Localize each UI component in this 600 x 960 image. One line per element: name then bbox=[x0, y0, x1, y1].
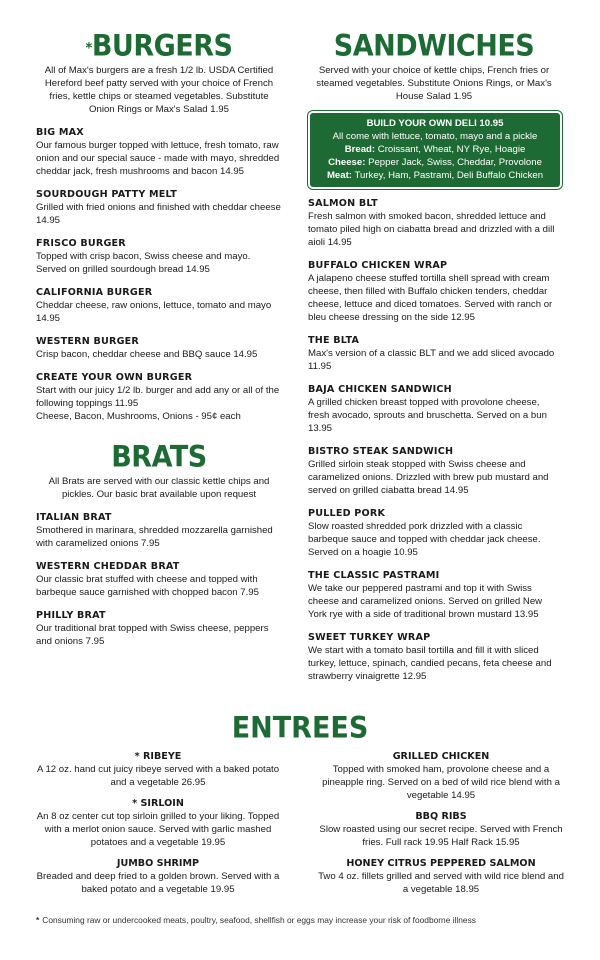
item-name: CALIFORNIA BURGER bbox=[36, 287, 153, 298]
sandwiches-intro: Served with your choice of kettle chips, French fries or steamed vegetables. Substitute Onions Rings, or Max's House Salad 1.95 bbox=[316, 65, 552, 102]
item-desc: We start with a tomato basil tortilla and fill it with sliced turkey, lettuce, spinach, candied pecans, feta cheese and strawberry vinaigrette 12.95 bbox=[308, 645, 552, 682]
item-desc: Our classic brat stuffed with cheese and topped with barbeque sauce garnished with chopped bacon 7.95 bbox=[36, 574, 259, 598]
entree-item bbox=[36, 857, 280, 896]
entree-desc: Topped with smoked ham, provolone cheese and a pineapple ring. Served on a bed of wild rice blend with a vegetable 14.95 bbox=[322, 764, 560, 801]
brats-intro: All Brats are served with our classic kettle chips and pickles. Our basic brat available upon request bbox=[48, 476, 270, 500]
deli-bread: Bread: Croissant, Wheat, NY Rye, Hoagie bbox=[344, 144, 526, 155]
entree-item bbox=[316, 857, 566, 896]
entree-name: JUMBO SHRIMP bbox=[116, 858, 200, 869]
menu-item bbox=[36, 286, 282, 325]
entree-name: * SIRLOIN bbox=[132, 798, 184, 809]
entrees-right-column bbox=[316, 742, 566, 896]
menu-item bbox=[36, 371, 282, 423]
menu-item bbox=[36, 609, 282, 648]
item-name: FRISCO BURGER bbox=[36, 238, 126, 249]
deli-included: All come with lettuce, tomato, mayo and a pickle bbox=[332, 131, 538, 142]
menu-item bbox=[36, 560, 282, 599]
build-your-own-deli-box bbox=[310, 113, 560, 187]
item-desc: Crisp bacon, cheddar cheese and BBQ sauce 14.95 bbox=[36, 349, 258, 360]
sandwiches-title: SANDWICHES bbox=[333, 29, 535, 64]
item-desc: Topped with crisp bacon, Swiss cheese and mayo. Served on grilled sourdough bread 14.95 bbox=[36, 251, 251, 275]
item-desc: Start with our juicy 1/2 lb. burger and add any or all of the following toppings 11.95 bbox=[36, 385, 280, 409]
deli-title: BUILD YOUR OWN DELI 10.95 bbox=[366, 118, 504, 129]
entree-name: * RIBEYE bbox=[134, 751, 182, 762]
item-name: SOURDOUGH PATTY MELT bbox=[36, 189, 177, 200]
menu-item bbox=[308, 445, 560, 497]
menu-item bbox=[36, 511, 282, 550]
item-name: BISTRO STEAK SANDWICH bbox=[308, 446, 454, 457]
menu-item bbox=[308, 507, 560, 559]
entree-item bbox=[316, 750, 566, 802]
entrees-left-column bbox=[36, 742, 280, 896]
right-column bbox=[308, 30, 560, 683]
footnote-star: * bbox=[36, 915, 40, 925]
menu-item bbox=[308, 569, 560, 621]
burgers-title: *BURGERS bbox=[85, 29, 233, 64]
item-name: CREATE YOUR OWN BURGER bbox=[36, 372, 193, 383]
menu-item bbox=[308, 197, 560, 249]
item-desc: Our famous burger topped with lettuce, fresh tomato, raw onion and our special sauce - made with mayo, shredded cheddar jack, fresh mushrooms and bacon 14.95 bbox=[36, 140, 280, 177]
entree-item bbox=[316, 810, 566, 849]
entree-name: BBQ RIBS bbox=[415, 811, 467, 822]
entree-item bbox=[36, 797, 280, 849]
item-desc: We take our peppered pastrami and top it with Swiss cheese and caramelized onions. Served on grilled New York rye with a side of traditional brown mustard 13.95 bbox=[308, 583, 543, 620]
item-desc: Slow roasted shredded pork drizzled with a classic barbeque sauce and topped with cheddar jack cheese. Served on a hoagie 10.95 bbox=[308, 521, 541, 558]
item-desc: A jalapeno cheese stuffed tortilla shell spread with cream cheese, then filled with Buffalo chicken tenders, cheddar cheese, lettuce and diced tomatoes. Served with ranch or bleu cheese dressing on the side 12.95 bbox=[308, 273, 553, 323]
deli-meat: Meat: Turkey, Ham, Pastrami, Deli Buffalo Chicken bbox=[326, 170, 544, 181]
item-name: PULLED PORK bbox=[308, 508, 386, 519]
item-name: THE CLASSIC PASTRAMI bbox=[308, 570, 440, 581]
item-name: BAJA CHICKEN SANDWICH bbox=[308, 384, 452, 395]
entree-desc: Breaded and deep fried to a golden brown. Served with a baked potato and a vegetable 19.95 bbox=[36, 871, 280, 895]
menu-item bbox=[308, 259, 560, 324]
item-desc: Smothered in marinara, shredded mozzarella garnished with caramelized onions 7.95 bbox=[36, 525, 273, 549]
left-column bbox=[36, 30, 282, 648]
raw-food-warning bbox=[36, 915, 576, 926]
item-desc: Fresh salmon with smoked bacon, shredded lettuce and tomato piled high on ciabatta bread and drizzled with a dill aioli 14.95 bbox=[308, 211, 555, 248]
item-desc: Grilled sirloin steak stopped with Swiss cheese and caramelized onions. Drizzled with brew pub mustard and served on grilled ciabatta bread 14.95 bbox=[308, 459, 549, 496]
menu-item bbox=[36, 335, 282, 361]
item-name: ITALIAN BRAT bbox=[36, 512, 112, 523]
item-name: SALMON BLT bbox=[308, 198, 378, 209]
entree-desc: Slow roasted using our secret recipe. Served with French fries. Full rack 19.95 Half Rack 15.95 bbox=[319, 824, 563, 848]
menu-item bbox=[308, 631, 560, 683]
brats-section bbox=[36, 441, 282, 648]
menu-item bbox=[36, 126, 282, 178]
footnote-text: Consuming raw or undercooked meats, poultry, seafood, shellfish or eggs may increase your risk of foodborne illness bbox=[42, 915, 476, 925]
item-name: PHILLY BRAT bbox=[36, 610, 106, 621]
item-desc: Max's version of a classic BLT and we add sliced avocado 11.95 bbox=[308, 348, 555, 372]
brats-title: BRATS bbox=[111, 440, 207, 475]
item-desc: Cheddar cheese, raw onions, lettuce, tomato and mayo 14.95 bbox=[36, 300, 272, 324]
entree-name: HONEY CITRUS PEPPERED SALMON bbox=[346, 858, 536, 869]
entree-desc: Two 4 oz. fillets grilled and served with wild rice blend and a vegetable 18.95 bbox=[318, 871, 564, 895]
item-name: BIG MAX bbox=[36, 127, 84, 138]
entrees-title: ENTREES bbox=[231, 711, 369, 746]
item-name: WESTERN BURGER bbox=[36, 336, 140, 347]
entree-desc: An 8 oz center cut top sirloin grilled to your liking. Topped with a merlot onion sauce. Served with garlic mashed potatoes and a vegetable 19.95 bbox=[36, 811, 280, 848]
deli-cheese: Cheese: Pepper Jack, Swiss, Cheddar, Provolone bbox=[328, 157, 542, 168]
entree-item bbox=[36, 750, 280, 789]
menu-item bbox=[308, 383, 560, 435]
menu-item bbox=[36, 188, 282, 227]
item-name: THE BLTA bbox=[308, 335, 360, 346]
item-toppings: Cheese, Bacon, Mushrooms, Onions - 95¢ each bbox=[36, 411, 241, 422]
item-name: WESTERN CHEDDAR BRAT bbox=[36, 561, 180, 572]
menu-item bbox=[36, 237, 282, 276]
burgers-intro: All of Max's burgers are a fresh 1/2 lb. USDA Certified Hereford beef patty served with your choice of French fries, kettle chips or steamed vegetables. Substitute Onion Rings or Max's Salad 1.95 bbox=[44, 65, 274, 115]
burgers-star: * bbox=[85, 40, 92, 57]
item-desc: Our traditional brat topped with Swiss cheese, peppers and onions 7.95 bbox=[36, 623, 269, 647]
item-name: SWEET TURKEY WRAP bbox=[308, 632, 431, 643]
item-name: BUFFALO CHICKEN WRAP bbox=[308, 260, 448, 271]
entree-name: GRILLED CHICKEN bbox=[392, 751, 490, 762]
item-desc: A grilled chicken breast topped with provolone cheese, fresh avocado, sprouts and bruschetta. Served on a bun 13.95 bbox=[308, 397, 547, 434]
entree-desc: A 12 oz. hand cut juicy ribeye served with a baked potato and a vegetable 26.95 bbox=[36, 764, 280, 788]
item-desc: Grilled with fried onions and finished with cheddar cheese 14.95 bbox=[36, 202, 281, 226]
menu-item bbox=[308, 334, 560, 373]
